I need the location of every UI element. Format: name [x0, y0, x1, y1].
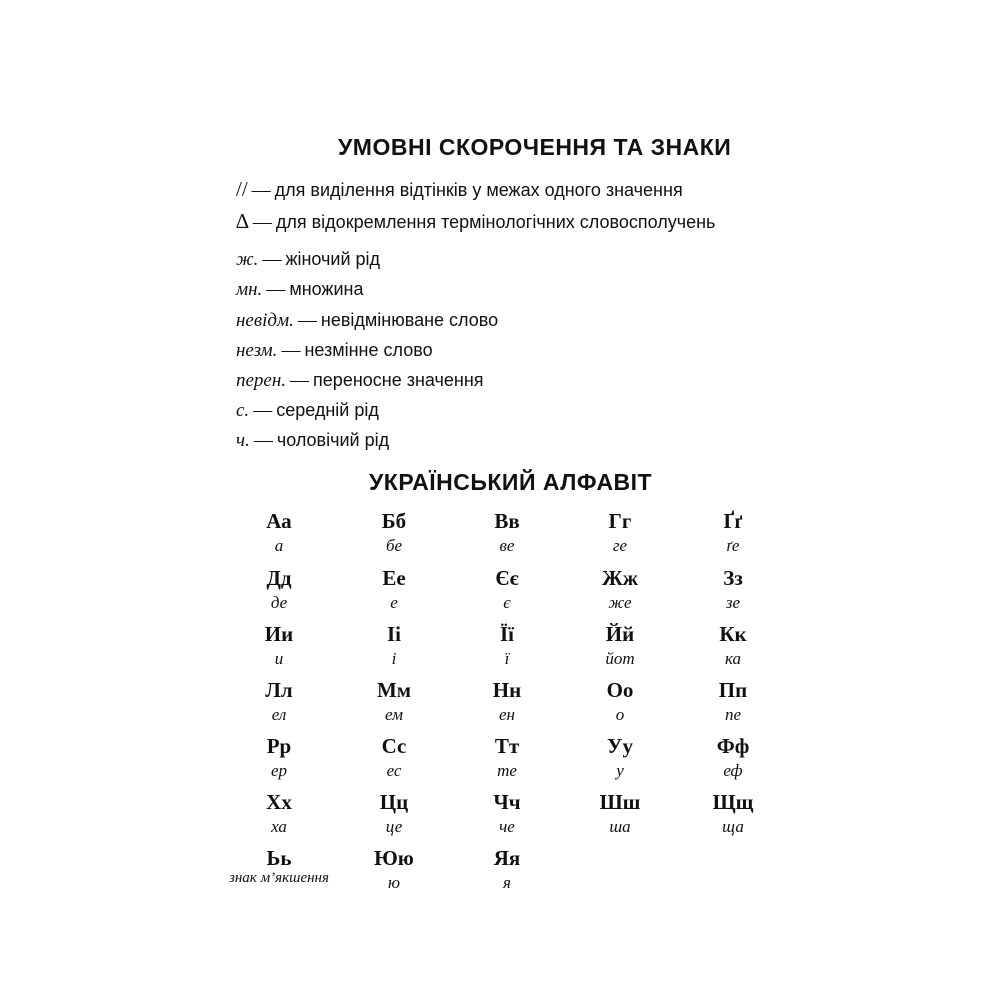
letter-name: ем: [385, 705, 403, 724]
letter-pair: Чч: [493, 790, 521, 814]
abbreviation-dash: —: [251, 180, 271, 201]
abbreviation-description: невідмінюване слово: [320, 310, 499, 330]
letter-name: і: [391, 649, 397, 668]
letter-pair: Кк: [719, 622, 747, 646]
abbreviation-term: ч.: [236, 430, 250, 451]
letter-name: це: [385, 817, 403, 836]
alphabet-letter: [229, 790, 329, 840]
alphabet-letter: [683, 734, 783, 784]
letter-name: ве: [499, 536, 515, 555]
letter-pair: Її: [499, 622, 514, 646]
abbreviation-item: [236, 176, 683, 204]
letter-pair: Аа: [266, 509, 292, 533]
alphabet-letter: [344, 566, 444, 616]
abbreviation-dash: —: [281, 340, 301, 361]
abbreviation-term: невідм.: [236, 310, 294, 331]
abbreviation-description: середній рід: [276, 400, 379, 420]
abbreviation-dash: —: [290, 370, 310, 391]
letter-name: ша: [609, 817, 631, 836]
alphabet-letter: [229, 678, 329, 728]
letter-name: я: [503, 873, 511, 892]
letter-pair: Юю: [374, 846, 414, 870]
alphabet-letter: [457, 509, 557, 559]
alphabet-letter: [683, 678, 783, 728]
letter-pair: Фф: [716, 734, 750, 758]
letter-name: е: [390, 593, 398, 612]
letter-pair: Сс: [381, 734, 407, 758]
alphabet-letter: [344, 734, 444, 784]
letter-pair: Лл: [265, 678, 293, 702]
abbreviation-dash: —: [262, 249, 282, 270]
letter-pair: Зз: [723, 566, 743, 590]
abbreviation-item: [236, 427, 389, 454]
letter-pair: Шш: [599, 790, 641, 814]
abbreviation-term: ж.: [236, 249, 259, 270]
letter-pair: Цц: [379, 790, 409, 814]
letter-name: а: [274, 536, 284, 555]
abbreviations-title: УМОВНІ СКОРОЧЕННЯ ТА ЗНАКИ: [338, 134, 732, 160]
letter-name: ер: [270, 761, 288, 780]
letter-name: че: [499, 817, 515, 836]
abbreviation-item: [236, 246, 380, 273]
letter-name: бе: [385, 536, 403, 555]
abbreviation-item: [236, 367, 484, 394]
letter-name: йот: [605, 649, 635, 668]
abbreviation-term: ∆: [236, 209, 249, 233]
alphabet-letter: [229, 509, 329, 559]
alphabet-letter: [229, 622, 329, 672]
letter-pair: Тт: [494, 734, 520, 758]
alphabet-letter: [344, 790, 444, 840]
letter-pair: Єє: [495, 566, 519, 590]
letter-name: пе: [724, 705, 742, 724]
alphabet-letter: [457, 846, 557, 896]
alphabet-letter: [570, 622, 670, 672]
letter-name: и: [274, 649, 284, 668]
abbreviation-dash: —: [266, 279, 286, 300]
letter-pair: Яя: [493, 846, 521, 870]
letter-name: є: [503, 593, 511, 612]
alphabet-letter: [683, 566, 783, 616]
abbreviation-item: [236, 208, 715, 236]
abbreviation-item: [236, 337, 433, 364]
alphabet-letter: [229, 734, 329, 784]
abbreviation-description: множина: [289, 279, 364, 299]
alphabet-letter: [219, 846, 339, 886]
alphabet-letter: [457, 790, 557, 840]
abbreviation-description: для виділення відтінків у межах одного значення: [274, 180, 683, 200]
letter-name: же: [608, 593, 632, 612]
abbreviation-description: чоловічий рід: [276, 430, 390, 450]
letter-pair: Ьь: [266, 846, 292, 870]
alphabet-letter: [683, 622, 783, 672]
letter-name: те: [497, 761, 517, 780]
abbreviation-dash: —: [252, 212, 272, 233]
alphabet-title: УКРАЇНСЬКИЙ АЛФАВІТ: [369, 469, 653, 495]
letter-name: ес: [386, 761, 402, 780]
alphabet-letter: [457, 622, 557, 672]
abbreviation-item: [236, 276, 363, 303]
alphabet-letter: [457, 566, 557, 616]
letter-pair: Рр: [266, 734, 292, 758]
letter-name: ка: [724, 649, 742, 668]
abbreviation-dash: —: [253, 400, 273, 421]
letter-pair: Жж: [602, 566, 638, 590]
alphabet-letter: [344, 678, 444, 728]
abbreviation-item: [236, 307, 498, 334]
letter-pair: Гг: [608, 509, 632, 533]
letter-name: еф: [723, 761, 743, 780]
abbreviation-description: жіночий рід: [285, 249, 381, 269]
alphabet-letter: [457, 678, 557, 728]
letter-name: у: [616, 761, 624, 780]
letter-pair: Ии: [264, 622, 294, 646]
alphabet-letter: [683, 790, 783, 840]
letter-name: ї: [504, 649, 510, 668]
alphabet-letter: [570, 566, 670, 616]
letter-name: о: [615, 705, 625, 724]
letter-name: ел: [271, 705, 287, 724]
letter-name: ґе: [726, 536, 740, 555]
alphabet-letter: [344, 509, 444, 559]
abbreviation-description: для відокремлення термінологічних словосполучень: [275, 212, 716, 232]
abbreviation-dash: —: [253, 430, 273, 451]
letter-name: ге: [612, 536, 628, 555]
alphabet-letter: [570, 790, 670, 840]
letter-pair: Ее: [382, 566, 406, 590]
abbreviation-term: мн.: [236, 279, 263, 300]
letter-name: ен: [499, 705, 515, 724]
letter-pair: Мм: [376, 678, 412, 702]
letter-name: ща: [722, 817, 744, 836]
letter-name: ю: [388, 873, 400, 892]
alphabet-letter: [344, 622, 444, 672]
letter-name: де: [270, 593, 288, 612]
letter-pair: Уу: [607, 734, 633, 758]
letter-pair: Оо: [606, 678, 634, 702]
letter-pair: Вв: [494, 509, 520, 533]
letter-pair: Йй: [605, 622, 635, 646]
abbreviation-term: //: [236, 177, 248, 201]
letter-name: знак м’якшення: [229, 870, 329, 886]
letter-name: ха: [271, 817, 287, 836]
letter-pair: Пп: [718, 678, 748, 702]
abbreviation-item: [236, 397, 379, 424]
letter-pair: Хх: [266, 790, 292, 814]
abbreviation-dash: —: [297, 310, 317, 331]
alphabet-letter: [457, 734, 557, 784]
letter-name: зе: [725, 593, 741, 612]
alphabet-letter: [570, 678, 670, 728]
letter-pair: Щщ: [712, 790, 754, 814]
abbreviation-term: незм.: [236, 340, 278, 361]
alphabet-letter: [570, 734, 670, 784]
abbreviation-description: незмінне слово: [304, 340, 433, 360]
letter-pair: Іі: [386, 622, 401, 646]
letter-pair: Ґґ: [723, 509, 743, 533]
alphabet-letter: [229, 566, 329, 616]
alphabet-letter: [683, 509, 783, 559]
alphabet-letter: [344, 846, 444, 896]
letter-pair: Бб: [381, 509, 407, 533]
alphabet-letter: [570, 509, 670, 559]
letter-pair: Нн: [492, 678, 522, 702]
abbreviation-term: с.: [236, 400, 250, 421]
letter-pair: Дд: [266, 566, 292, 590]
abbreviation-description: переносне значення: [313, 370, 484, 390]
abbreviation-term: перен.: [236, 370, 287, 391]
